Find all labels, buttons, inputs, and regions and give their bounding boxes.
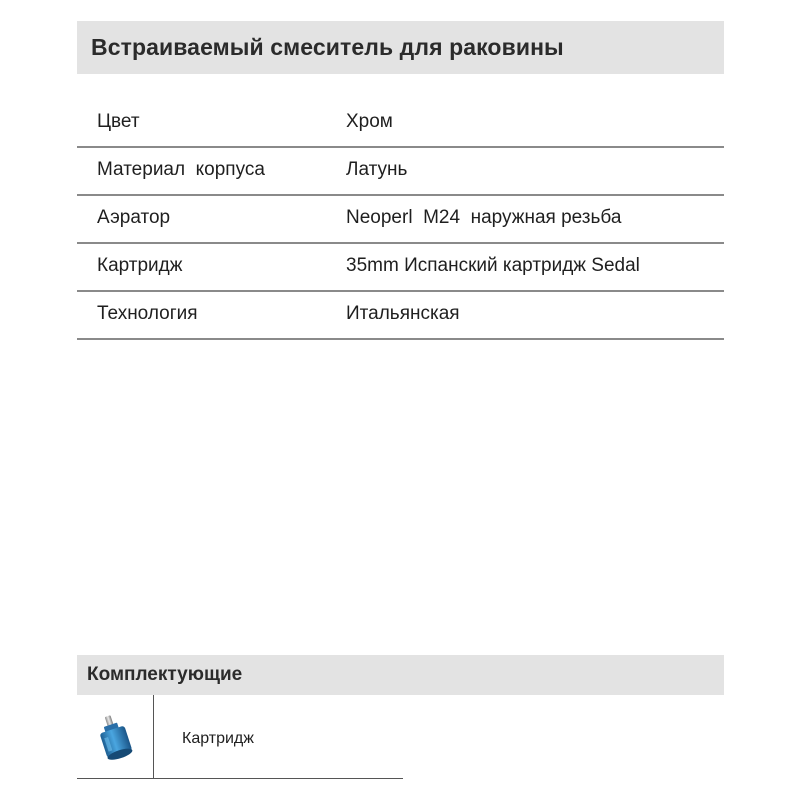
accessory-label: Картридж bbox=[182, 730, 254, 747]
spec-label: Аэратор bbox=[97, 207, 171, 228]
column-divider bbox=[153, 695, 154, 779]
spec-table bbox=[77, 100, 724, 340]
spec-value: Neoperl M24 наружная резьба bbox=[346, 207, 622, 228]
spec-row-technology bbox=[77, 292, 724, 340]
cartridge-icon bbox=[89, 713, 141, 765]
spec-row-aerator bbox=[77, 196, 724, 244]
accessories-title: Комплектующие bbox=[87, 664, 243, 685]
spec-value: Итальянская bbox=[346, 303, 460, 324]
spec-value: 35mm Испанский картридж Sedal bbox=[346, 255, 640, 276]
title-bar bbox=[77, 21, 724, 74]
spec-label: Технология bbox=[97, 303, 198, 324]
spec-value: Латунь bbox=[346, 159, 408, 180]
spec-label: Картридж bbox=[97, 255, 183, 276]
spec-value: Хром bbox=[346, 111, 393, 132]
spec-row-color bbox=[77, 100, 724, 148]
accessories-header bbox=[77, 655, 724, 695]
spec-label: Цвет bbox=[97, 111, 140, 132]
spec-label: Материал корпуса bbox=[97, 159, 265, 180]
spec-row-material bbox=[77, 148, 724, 196]
accessory-item bbox=[77, 695, 403, 779]
spec-row-cartridge bbox=[77, 244, 724, 292]
page-title: Встраиваемый смеситель для раковины bbox=[91, 34, 564, 60]
